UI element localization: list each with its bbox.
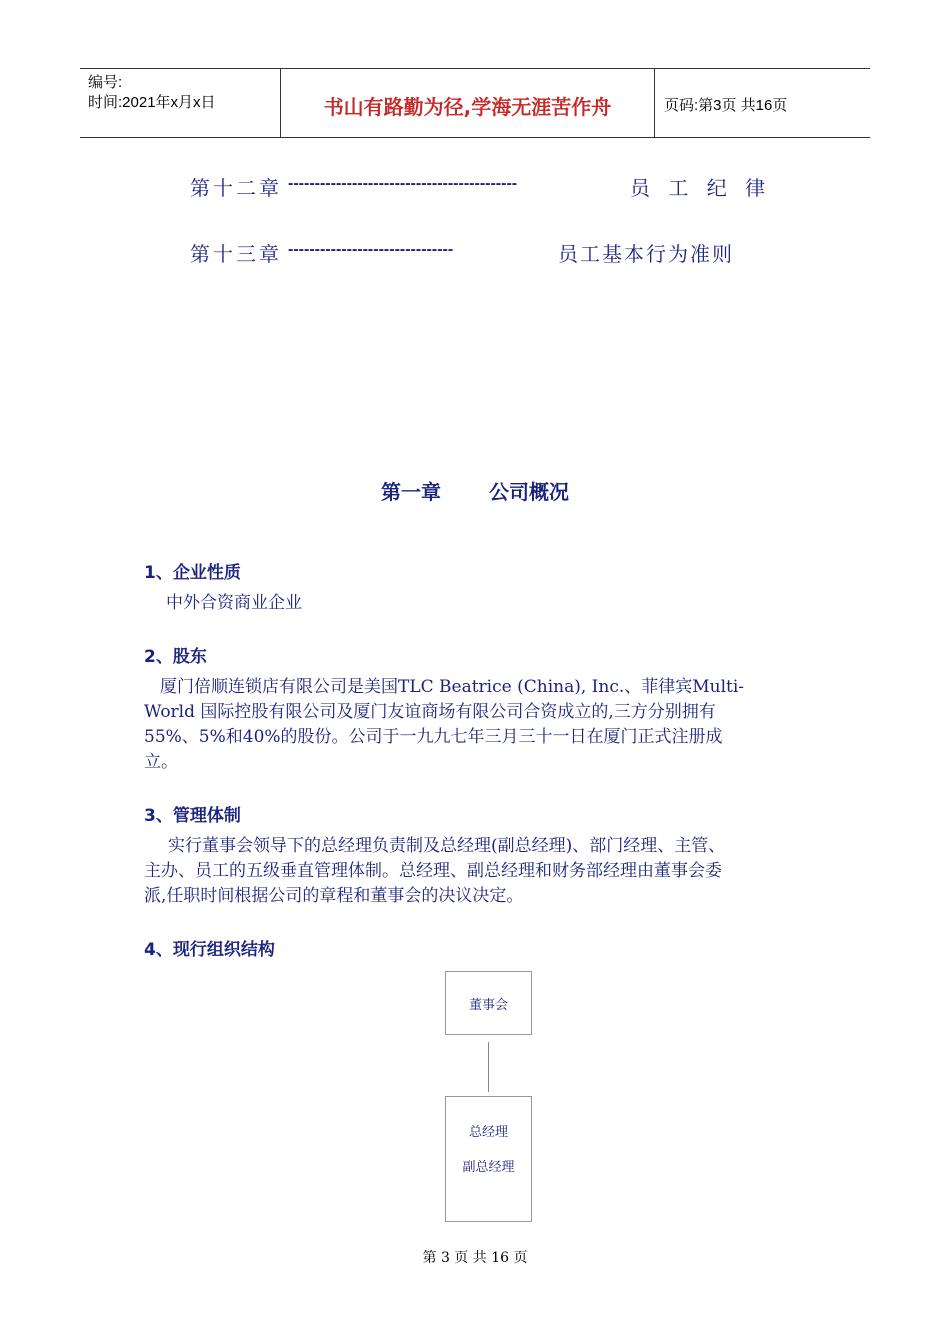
motto: 书山有路勤为径,学海无涯苦作舟 xyxy=(323,95,612,119)
body-line: 55%、5%和40%的股份。公司于一九九七年三月三十一日在厦门正式注册成 xyxy=(144,727,723,747)
toc-chapter: 第十二章 xyxy=(190,176,282,200)
body-line: 主办、员工的五级垂直管理体制。总经理、副总经理和财务部经理由董事会委 xyxy=(144,861,722,881)
org-connector xyxy=(488,1042,489,1092)
toc-entry xyxy=(190,238,734,267)
body-line: 厦门倍顺连锁店有限公司是美国TLC Beatrice (China), Inc.、菲律宾Multi- xyxy=(160,677,745,697)
section-heading: 1、企业性质 xyxy=(144,563,241,583)
body-line: 立。 xyxy=(144,752,178,772)
toc-chapter: 第十三章 xyxy=(190,242,282,266)
chapter-title: 公司概况 xyxy=(489,480,569,504)
section-body xyxy=(144,834,804,909)
org-node-gm xyxy=(445,1096,532,1222)
toc-title: 员工基本行为准则 xyxy=(558,242,734,266)
header-motto-cell xyxy=(280,69,655,137)
org-node-board xyxy=(445,971,532,1035)
org-node-label: 副总经理 xyxy=(462,1160,515,1175)
toc-title: 员 工 纪 律 xyxy=(630,176,772,200)
section-body xyxy=(166,591,826,616)
toc-entry xyxy=(190,172,772,201)
section-body xyxy=(144,675,804,775)
header-meta-cell xyxy=(80,69,280,137)
section-heading: 2、股东 xyxy=(144,647,207,667)
page-header xyxy=(80,68,870,138)
body-line: 实行董事会领导下的总经理负责制及总经理(副总经理)、部门经理、主管、 xyxy=(168,836,726,856)
org-node-label: 董事会 xyxy=(468,998,508,1013)
number-label: 编号: xyxy=(88,74,123,91)
toc-leader: ------------------------------------------- xyxy=(288,175,518,192)
section-heading: 4、现行组织结构 xyxy=(144,940,275,960)
body-line: 中外合资商业企业 xyxy=(166,593,302,613)
section-heading: 3、管理体制 xyxy=(144,806,241,826)
body-line: 派,任职时间根据公司的章程和董事会的决议决定。 xyxy=(144,886,524,906)
header-page-cell xyxy=(654,69,870,137)
chapter-heading xyxy=(0,476,950,505)
chapter-number: 第一章 xyxy=(381,480,441,504)
toc-leader: ------------------------------- xyxy=(288,241,454,258)
body-line: World 国际控股有限公司及厦门友谊商场有限公司合资成立的,三方分别拥有 xyxy=(144,702,716,722)
page-footer: 第 3 页 共 16 页 xyxy=(422,1250,528,1266)
org-node-label: 总经理 xyxy=(468,1125,508,1140)
date-label: 时间:2021年x月x日 xyxy=(88,94,216,111)
page-info: 页码:第3页 共16页 xyxy=(664,97,788,114)
